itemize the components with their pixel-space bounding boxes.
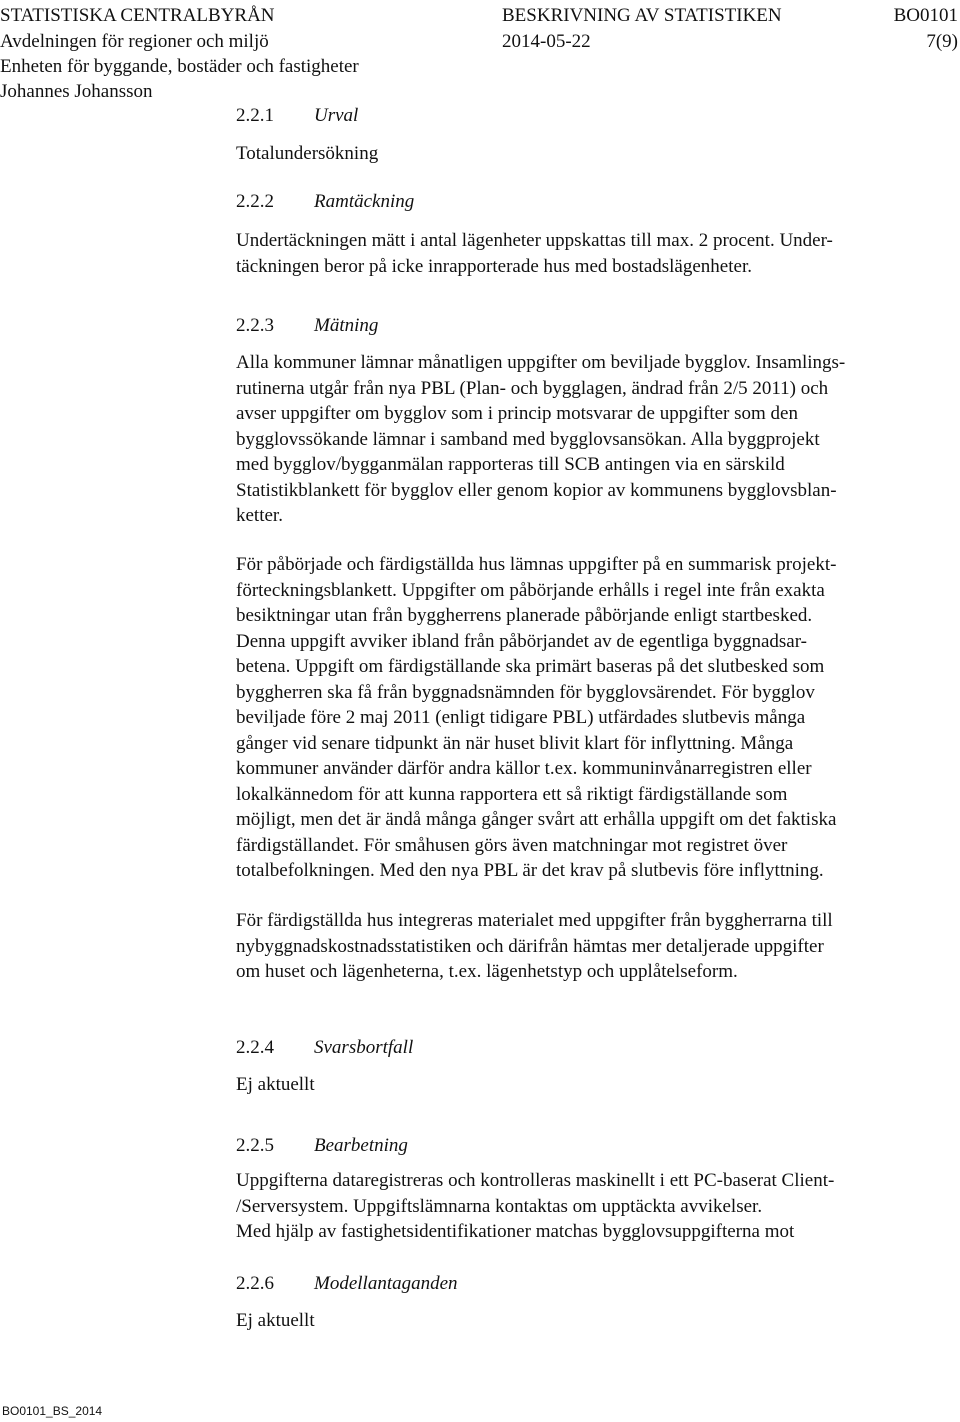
body-line: bygglovssökande lämnar i samband med bygglovsansökan. Alla byggprojekt [236, 428, 820, 450]
body-line: Uppgifterna dataregistreras och kontrolleras maskinellt i ett PC-baserat Client- [236, 1170, 835, 1191]
section-heading-svarsbortfall [236, 1036, 413, 1060]
body-line: kommuner använder därför andra källor t.ex. kommuninvånarregistren eller [236, 758, 812, 779]
section-number: 2.2.2 [236, 191, 274, 212]
body-line: rutinerna utgår från nya PBL (Plan- och bygglagen, ändrad från 2/5 2011) och [236, 377, 829, 399]
header-doc-type: BESKRIVNING AV STATISTIKEN [502, 5, 782, 26]
body-line: totalbefolkningen. Med den nya PBL är det krav på slutbevis före inflyttning. [236, 860, 824, 881]
section-body-matning-p3 [236, 908, 936, 985]
section-body-urval [236, 141, 936, 167]
body-line: Ej aktuellt [236, 1074, 315, 1095]
body-line: besiktningar utan från byggherrens planerade påbörjande enligt startbesked. [236, 605, 813, 626]
section-body-modellantaganden [236, 1308, 936, 1334]
section-heading-bearbetning [236, 1134, 408, 1158]
header-page-number: 7(9) [926, 31, 958, 52]
section-body-matning-p2 [236, 552, 936, 884]
section-heading-modellantaganden [236, 1272, 458, 1296]
section-title: Mätning [314, 315, 379, 336]
section-title: Modellantaganden [314, 1273, 458, 1294]
body-line: lokalkännedom för att kunna rapportera ett så riktigt färdigställande som [236, 783, 788, 805]
body-line: Med hjälp av fastighetsidentifikationer matchas bygglovsuppgifterna mot [236, 1221, 795, 1242]
section-number: 2.2.6 [236, 1273, 274, 1294]
body-line: /Serversystem. Uppgiftslämnarna kontaktas om upptäckta avvikelser. [236, 1195, 763, 1217]
body-line: Statistikblankett för bygglov eller genom kopior av kommunens bygglovsblan- [236, 479, 837, 501]
body-line: med bygglov/bygganmälan rapporteras till SCB antingen via en särskild [236, 454, 785, 475]
body-line: färdigställandet. För småhusen görs även matchningar mot registret över [236, 834, 788, 856]
body-line: möjligt, men det är ändå många gånger svårt att erhålla uppgift om det faktiska [236, 809, 837, 830]
body-line: nybyggnadskostnadsstatistiken och därifrån hämtas mer detaljerade uppgifter [236, 935, 824, 957]
section-number: 2.2.4 [236, 1037, 274, 1058]
section-heading-matning [236, 314, 378, 338]
header-org: STATISTISKA CENTRALBYRÅN [0, 5, 275, 26]
body-line: om huset och lägenheterna, t.ex. lägenhetstyp och upplåtelseform. [236, 961, 738, 982]
section-number: 2.2.3 [236, 315, 274, 336]
body-line: beviljade före 2 maj 2011 (enligt tidigare PBL) utfärdades slutbevis många [236, 707, 806, 728]
header-doc-code: BO0101 [893, 5, 958, 26]
section-title: Ramtäckning [314, 191, 415, 212]
body-line: För påbörjade och färdigställda hus lämnas uppgifter på en summarisk projekt- [236, 554, 837, 575]
body-line: Totalundersökning [236, 143, 379, 164]
body-line: ketter. [236, 505, 283, 526]
section-body-bearbetning [236, 1168, 936, 1245]
header-unit: Enheten för byggande, bostäder och fastigheter [0, 56, 359, 77]
body-line: byggherren ska få från byggnadsnämnden för bygglovsärendet. För bygglov [236, 681, 815, 703]
page-footer: BO0101_BS_2014 [2, 1404, 103, 1418]
body-line: betena. Uppgift om färdigställande ska primärt baseras på det slutbesked som [236, 656, 825, 677]
section-body-ramtackning [236, 228, 936, 279]
section-title: Svarsbortfall [314, 1037, 414, 1058]
header-author: Johannes Johansson [0, 81, 153, 102]
header-department: Avdelningen för regioner och miljö [0, 31, 269, 52]
section-heading-ramtackning [236, 190, 414, 214]
header-date: 2014-05-22 [502, 31, 591, 52]
section-number: 2.2.1 [236, 105, 274, 126]
body-line: Ej aktuellt [236, 1310, 315, 1331]
section-body-matning-p1 [236, 350, 936, 529]
section-number: 2.2.5 [236, 1135, 274, 1156]
section-heading-urval [236, 104, 358, 128]
section-body-svarsbortfall [236, 1072, 936, 1098]
body-line: Denna uppgift avviker ibland från påbörjandet av de egentliga byggnadsar- [236, 630, 807, 652]
body-line: täckningen beror på icke inrapporterade hus med bostadslägenheter. [236, 255, 752, 277]
section-title: Urval [314, 105, 359, 126]
body-line: Alla kommuner lämnar månatligen uppgifter om beviljade bygglov. Insamlings- [236, 352, 846, 373]
body-line: förteckningsblankett. Uppgifter om påbörjande erhålls i regel inte från exakta [236, 579, 825, 601]
body-line: avser uppgifter om bygglov som i princip motsvarar de uppgifter som den [236, 403, 798, 424]
body-line: För färdigställda hus integreras materialet med uppgifter från byggherrarna till [236, 910, 833, 931]
body-line: Undertäckningen mätt i antal lägenheter uppskattas till max. 2 procent. Under- [236, 230, 833, 251]
body-line: gånger vid senare tidpunkt än när huset blivit klart för inflyttning. Många [236, 732, 794, 754]
section-title: Bearbetning [314, 1135, 408, 1156]
